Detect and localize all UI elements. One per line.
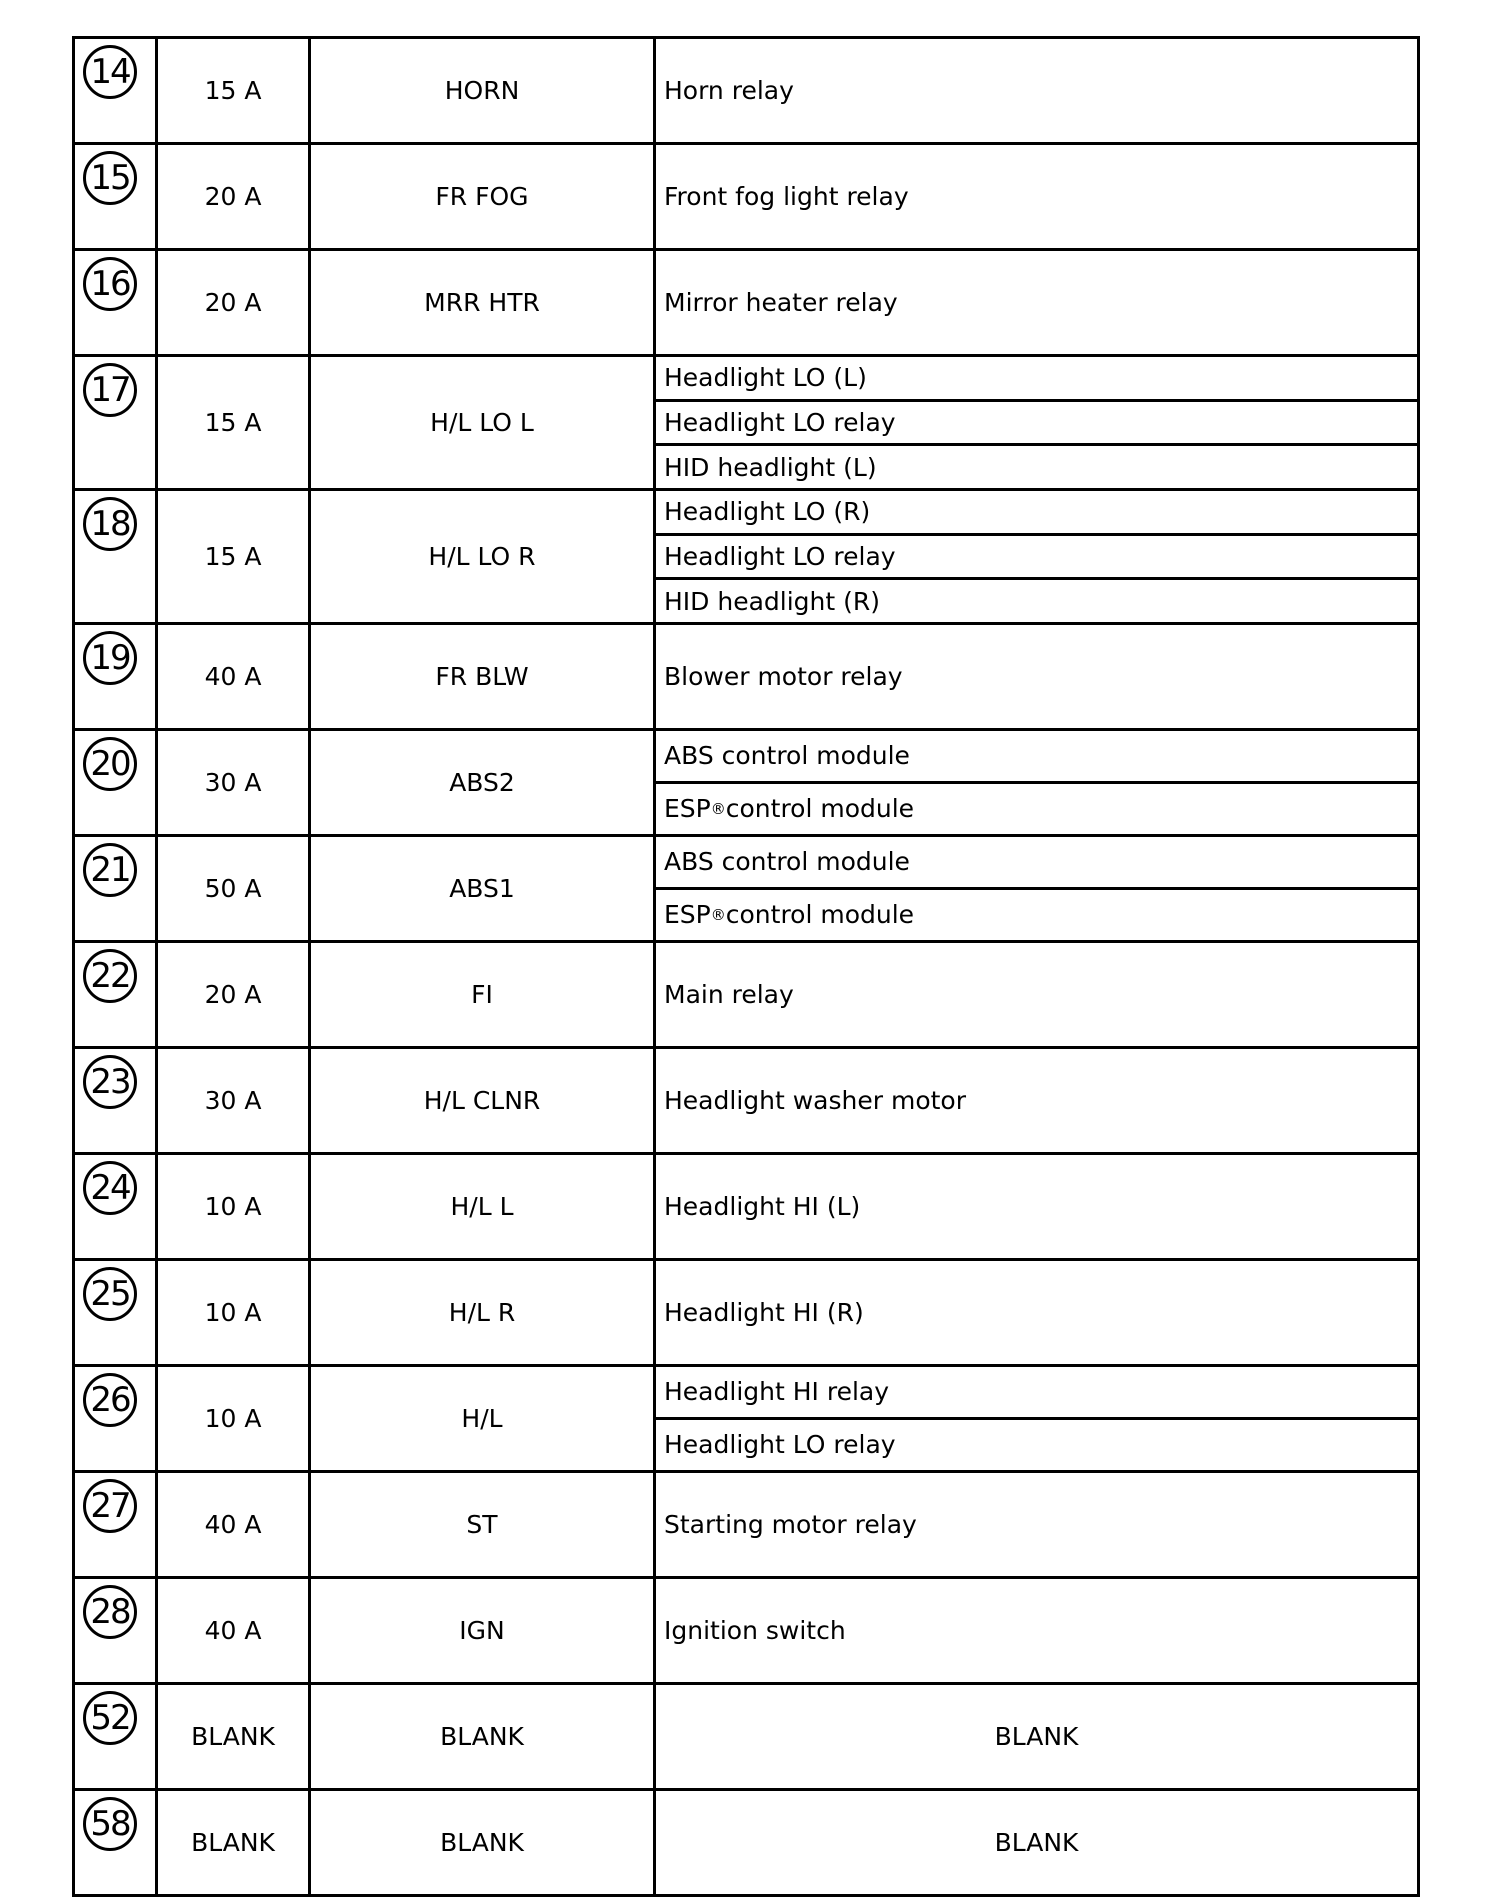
fuse-number-circle: 14	[83, 45, 137, 99]
fuse-amperage: BLANK	[157, 1683, 310, 1789]
protected-circuit: Headlight HI (L)	[664, 1191, 861, 1221]
fuse-amperage: BLANK	[157, 1789, 310, 1895]
fuse-number-circle: 28	[83, 1585, 137, 1639]
fuse-name: H/L	[310, 1365, 655, 1471]
protected-circuit: Starting motor relay	[664, 1509, 917, 1539]
fuse-amperage: 10 A	[157, 1153, 310, 1259]
fuse-amperage: 20 A	[157, 941, 310, 1047]
protected-circuit: ESP ® control module	[656, 781, 1417, 834]
fuse-number-circle: 17	[83, 363, 137, 417]
fuse-row-18	[74, 489, 1419, 623]
fuse-row-20	[74, 729, 1419, 835]
fuse-name: H/L L	[310, 1153, 655, 1259]
protected-circuit: ABS control module	[664, 847, 910, 877]
protected-circuits-cell	[655, 1259, 1419, 1365]
fuse-amperage: 40 A	[157, 1577, 310, 1683]
protected-circuits-cell	[655, 144, 1419, 250]
protected-circuits	[656, 1261, 1417, 1364]
fuse-number-cell	[74, 250, 157, 356]
protected-circuit: Headlight LO relay	[656, 1417, 1417, 1470]
protected-circuits-cell	[655, 1789, 1419, 1895]
fuse-row-28	[74, 1577, 1419, 1683]
fuse-row-25	[74, 1259, 1419, 1365]
fuse-row-22	[74, 941, 1419, 1047]
fuse-amperage: 15 A	[157, 356, 310, 490]
protected-circuit: HID headlight (R)	[656, 577, 1417, 622]
fuse-row-19	[74, 623, 1419, 729]
fuse-row-52	[74, 1683, 1419, 1789]
fuse-row-21	[74, 835, 1419, 941]
fuse-number-cell	[74, 1683, 157, 1789]
protected-circuits	[656, 1791, 1417, 1894]
fuse-row-16	[74, 250, 1419, 356]
fuse-number-cell	[74, 835, 157, 941]
fuse-row-17	[74, 356, 1419, 490]
protected-circuits	[656, 1685, 1417, 1788]
protected-circuits-cell	[655, 623, 1419, 729]
fuse-amperage: 30 A	[157, 1047, 310, 1153]
fuse-name: HORN	[310, 38, 655, 144]
fuse-name: H/L LO L	[310, 356, 655, 490]
fuse-number-cell	[74, 623, 157, 729]
fuse-name: FI	[310, 941, 655, 1047]
fuse-name: FR FOG	[310, 144, 655, 250]
fuse-number-circle: 24	[83, 1161, 137, 1215]
protected-circuits	[656, 943, 1417, 1046]
fuse-name: BLANK	[310, 1789, 655, 1895]
fuse-number-cell	[74, 356, 157, 490]
protected-circuits-cell	[655, 1365, 1419, 1471]
fuse-amperage: 40 A	[157, 623, 310, 729]
protected-circuits-cell	[655, 835, 1419, 941]
fuse-number-cell	[74, 1259, 157, 1365]
fuse-name: IGN	[310, 1577, 655, 1683]
fuse-number-cell	[74, 489, 157, 623]
protected-circuits-cell	[655, 38, 1419, 144]
protected-circuits-cell	[655, 729, 1419, 835]
protected-circuits	[656, 491, 1417, 622]
fuse-number-circle: 16	[83, 257, 137, 311]
fuse-number-cell	[74, 1047, 157, 1153]
fuse-row-58	[74, 1789, 1419, 1895]
fuse-number-circle: 15	[83, 151, 137, 205]
fuse-number-cell	[74, 729, 157, 835]
protected-circuits	[656, 837, 1417, 940]
fuse-amperage: 10 A	[157, 1259, 310, 1365]
protected-circuits-cell	[655, 1577, 1419, 1683]
fuse-number-cell	[74, 1153, 157, 1259]
protected-circuits-cell	[655, 1471, 1419, 1577]
fuse-number-cell	[74, 941, 157, 1047]
fuse-number-cell	[74, 1365, 157, 1471]
protected-circuit: Main relay	[664, 979, 794, 1009]
protected-circuits-cell	[655, 941, 1419, 1047]
protected-circuits-cell	[655, 250, 1419, 356]
fuse-amperage: 20 A	[157, 250, 310, 356]
fuse-number-circle: 20	[83, 737, 137, 791]
fuse-name: H/L LO R	[310, 489, 655, 623]
protected-circuits-cell	[655, 1047, 1419, 1153]
protected-circuit: Headlight LO (L)	[664, 363, 867, 393]
fuse-number-cell	[74, 38, 157, 144]
fuse-amperage: 10 A	[157, 1365, 310, 1471]
protected-circuit: BLANK	[994, 1721, 1079, 1751]
protected-circuit: Blower motor relay	[664, 661, 903, 691]
protected-circuit: Mirror heater relay	[664, 288, 898, 317]
fuse-row-15	[74, 144, 1419, 250]
fuse-name: FR BLW	[310, 623, 655, 729]
protected-circuit: Horn relay	[664, 76, 794, 105]
protected-circuits	[656, 625, 1417, 728]
fuse-number-circle: 23	[83, 1055, 137, 1109]
protected-circuits	[656, 39, 1417, 142]
fuse-amperage: 20 A	[157, 144, 310, 250]
fuse-name: BLANK	[310, 1683, 655, 1789]
fuse-number-circle: 22	[83, 949, 137, 1003]
protected-circuits	[656, 1579, 1417, 1682]
protected-circuits	[656, 731, 1417, 834]
protected-circuits-cell	[655, 489, 1419, 623]
fuse-amperage: 40 A	[157, 1471, 310, 1577]
fuse-number-circle: 25	[83, 1267, 137, 1321]
protected-circuit: ESP ® control module	[656, 887, 1417, 940]
fuse-name: H/L CLNR	[310, 1047, 655, 1153]
fuse-table	[72, 36, 1420, 1897]
protected-circuit: ABS control module	[664, 741, 910, 771]
fuse-number-circle: 26	[83, 1373, 137, 1427]
fuse-number-cell	[74, 144, 157, 250]
fuse-number-circle: 18	[83, 497, 137, 551]
protected-circuits	[656, 251, 1417, 354]
protected-circuits-cell	[655, 1683, 1419, 1789]
fuse-number-circle: 19	[83, 631, 137, 685]
protected-circuits	[656, 1155, 1417, 1258]
fuse-number-cell	[74, 1471, 157, 1577]
fuse-number-circle: 52	[83, 1691, 137, 1745]
fuse-row-24	[74, 1153, 1419, 1259]
fuse-row-23	[74, 1047, 1419, 1153]
protected-circuit: Headlight LO relay	[656, 533, 1417, 578]
fuse-name: ABS2	[310, 729, 655, 835]
fuse-number-circle: 21	[83, 843, 137, 897]
fuse-row-14	[74, 38, 1419, 144]
fuse-amperage: 30 A	[157, 729, 310, 835]
protected-circuit: Headlight LO (R)	[664, 497, 871, 527]
protected-circuit: Headlight LO relay	[656, 399, 1417, 444]
fuse-amperage: 50 A	[157, 835, 310, 941]
fuse-name: ST	[310, 1471, 655, 1577]
fuse-number-circle: 58	[83, 1797, 137, 1851]
protected-circuits	[656, 357, 1417, 488]
protected-circuit: Front fog light relay	[664, 182, 909, 211]
fuse-name: MRR HTR	[310, 250, 655, 356]
fuse-name: H/L R	[310, 1259, 655, 1365]
fuse-table-body	[74, 38, 1419, 1896]
protected-circuit: Ignition switch	[664, 1615, 846, 1645]
protected-circuits	[656, 1049, 1417, 1152]
fuse-number-circle: 27	[83, 1479, 137, 1533]
protected-circuit: HID headlight (L)	[656, 443, 1417, 488]
protected-circuits-cell	[655, 1153, 1419, 1259]
fuse-row-27	[74, 1471, 1419, 1577]
fuse-row-26	[74, 1365, 1419, 1471]
protected-circuits-cell	[655, 356, 1419, 490]
protected-circuit: Headlight HI (R)	[664, 1297, 864, 1327]
fuse-number-cell	[74, 1577, 157, 1683]
protected-circuit: Headlight washer motor	[664, 1085, 966, 1115]
protected-circuits	[656, 145, 1417, 248]
fuse-amperage: 15 A	[157, 489, 310, 623]
protected-circuits	[656, 1367, 1417, 1470]
fuse-name: ABS1	[310, 835, 655, 941]
protected-circuit: Headlight HI relay	[664, 1377, 890, 1407]
protected-circuits	[656, 1473, 1417, 1576]
protected-circuit: BLANK	[994, 1827, 1079, 1857]
fuse-number-cell	[74, 1789, 157, 1895]
fuse-amperage: 15 A	[157, 38, 310, 144]
